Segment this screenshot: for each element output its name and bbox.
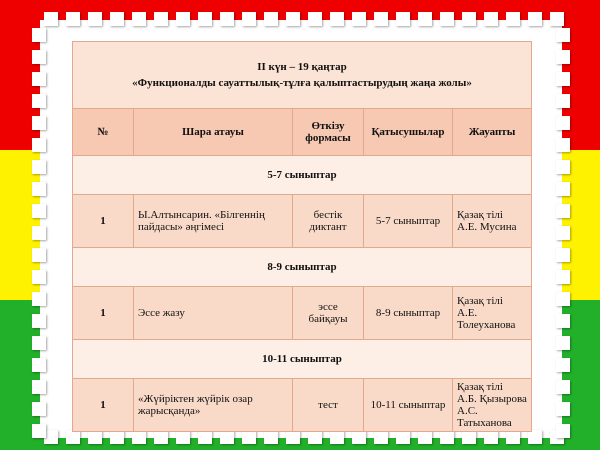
frame-tooth-top: [374, 12, 388, 26]
frame-tooth-right: [556, 182, 570, 196]
frame-tooth-left: [32, 50, 46, 64]
frame-tooth-top: [220, 12, 234, 26]
row-form-line2: байқауы: [308, 313, 348, 325]
row-form-line1: бестік: [313, 209, 343, 221]
row-form: тест: [293, 379, 364, 432]
frame-tooth-right: [556, 380, 570, 394]
frame-tooth-right: [556, 28, 570, 42]
frame-tooth-bottom: [132, 430, 146, 444]
frame-tooth-bottom: [286, 430, 300, 444]
frame-tooth-top: [66, 12, 80, 26]
section-title: 8-9 сыныптар: [73, 248, 532, 287]
row-resp-line2: А.Е. Мусина: [457, 221, 517, 233]
frame-tooth-bottom: [330, 430, 344, 444]
row-resp-line1: Қазақ тілі: [457, 209, 503, 221]
frame-tooth-right: [556, 94, 570, 108]
row-responsible: [453, 379, 532, 432]
frame-tooth-left: [32, 314, 46, 328]
frame-tooth-bottom: [396, 430, 410, 444]
frame-tooth-right: [556, 336, 570, 350]
frame-tooth-left: [32, 358, 46, 372]
frame-tooth-top: [550, 12, 564, 26]
row-participants: 8-9 сыныптар: [364, 287, 453, 340]
table-row: [73, 379, 532, 432]
row-number: 1: [73, 379, 134, 432]
frame-tooth-top: [242, 12, 256, 26]
row-event-line2: жарысқанда»: [138, 405, 201, 417]
row-form-line2: диктант: [309, 221, 347, 233]
frame-tooth-left: [32, 204, 46, 218]
frame-tooth-left: [32, 94, 46, 108]
row-participants: 5-7 сыныптар: [364, 195, 453, 248]
frame-tooth-left: [32, 292, 46, 306]
frame-tooth-top: [352, 12, 366, 26]
frame-tooth-right: [556, 160, 570, 174]
frame-tooth-top: [462, 12, 476, 26]
frame-tooth-right: [556, 358, 570, 372]
frame-tooth-bottom: [506, 430, 520, 444]
col-form: [293, 109, 364, 156]
frame-tooth-right: [556, 248, 570, 262]
section-row: [73, 248, 532, 287]
frame-tooth-top: [286, 12, 300, 26]
frame-tooth-bottom: [198, 430, 212, 444]
header-row: [73, 109, 532, 156]
frame-tooth-top: [132, 12, 146, 26]
frame-tooth-left: [32, 72, 46, 86]
frame-tooth-top: [154, 12, 168, 26]
frame-tooth-bottom: [440, 430, 454, 444]
frame-tooth-bottom: [66, 430, 80, 444]
col-number: №: [73, 109, 134, 156]
col-participants: Қатысушылар: [364, 109, 453, 156]
row-resp-line2: А.Е. Толеуханова: [457, 307, 516, 331]
col-event: Шара атауы: [134, 109, 293, 156]
frame-tooth-left: [32, 116, 46, 130]
row-responsible: [453, 195, 532, 248]
frame-tooth-left: [32, 160, 46, 174]
col-form-line1: Өткізу: [311, 120, 345, 132]
frame-tooth-right: [556, 50, 570, 64]
frame-tooth-left: [32, 336, 46, 350]
frame-tooth-bottom: [374, 430, 388, 444]
frame-tooth-left: [32, 248, 46, 262]
frame-tooth-bottom: [220, 430, 234, 444]
frame-tooth-top: [506, 12, 520, 26]
frame-tooth-right: [556, 138, 570, 152]
frame-tooth-bottom: [528, 430, 542, 444]
frame-tooth-top: [528, 12, 542, 26]
frame-tooth-right: [556, 226, 570, 240]
frame-tooth-right: [556, 314, 570, 328]
frame-tooth-bottom: [462, 430, 476, 444]
row-event: Эссе жазу: [134, 287, 293, 340]
row-form: [293, 195, 364, 248]
frame-tooth-right: [556, 204, 570, 218]
table-row: [73, 287, 532, 340]
row-resp-line1: Қазақ тілі: [457, 295, 503, 307]
row-event: [134, 379, 293, 432]
frame-tooth-top: [110, 12, 124, 26]
col-responsible: Жауапты: [453, 109, 532, 156]
col-form-line2: формасы: [305, 132, 351, 144]
row-form: [293, 287, 364, 340]
frame-tooth-bottom: [352, 430, 366, 444]
frame-tooth-bottom: [242, 430, 256, 444]
section-row: [73, 156, 532, 195]
frame-tooth-left: [32, 28, 46, 42]
frame-tooth-bottom: [154, 430, 168, 444]
row-event: [134, 195, 293, 248]
row-number: 1: [73, 195, 134, 248]
table-row: [73, 195, 532, 248]
frame-tooth-bottom: [88, 430, 102, 444]
frame-tooth-left: [32, 270, 46, 284]
section-title: 10-11 сыныптар: [73, 340, 532, 379]
row-responsible: [453, 287, 532, 340]
row-event-line1: «Жүйріктен жүйрік озар: [138, 393, 253, 405]
title-day: ІІ күн – 19 қаңтар: [257, 61, 347, 73]
frame-tooth-top: [330, 12, 344, 26]
row-resp-line1: Қазақ тілі: [457, 381, 503, 393]
frame-tooth-top: [44, 12, 58, 26]
frame-tooth-bottom: [264, 430, 278, 444]
frame-tooth-left: [32, 182, 46, 196]
row-resp-line2: А.Б. Қызырова: [457, 393, 527, 405]
table-title: [73, 42, 532, 109]
section-title: 5-7 сыныптар: [73, 156, 532, 195]
frame-tooth-right: [556, 116, 570, 130]
frame-tooth-left: [32, 226, 46, 240]
schedule-table: [72, 41, 532, 429]
frame-tooth-right: [556, 402, 570, 416]
frame-tooth-left: [32, 138, 46, 152]
row-number: 1: [73, 287, 134, 340]
frame-tooth-top: [198, 12, 212, 26]
row-resp-line3: А.С. Татыханова: [457, 405, 512, 429]
frame-tooth-right: [556, 72, 570, 86]
frame-tooth-top: [308, 12, 322, 26]
frame-tooth-bottom: [176, 430, 190, 444]
frame-tooth-right: [556, 292, 570, 306]
frame-tooth-bottom: [44, 430, 58, 444]
row-event-line2: пайдасы» әңгімесі: [138, 221, 225, 233]
section-row: [73, 340, 532, 379]
row-form-line1: эссе: [318, 301, 338, 313]
frame-tooth-top: [88, 12, 102, 26]
frame-tooth-bottom: [418, 430, 432, 444]
frame-tooth-right: [556, 270, 570, 284]
frame-tooth-top: [176, 12, 190, 26]
frame-tooth-bottom: [484, 430, 498, 444]
frame-tooth-left: [32, 424, 46, 438]
frame-tooth-top: [396, 12, 410, 26]
row-participants: 10-11 сыныптар: [364, 379, 453, 432]
frame-tooth-bottom: [308, 430, 322, 444]
frame-tooth-left: [32, 402, 46, 416]
frame-tooth-top: [418, 12, 432, 26]
frame-tooth-left: [32, 380, 46, 394]
frame-tooth-right: [556, 424, 570, 438]
frame-tooth-bottom: [110, 430, 124, 444]
frame-tooth-top: [484, 12, 498, 26]
frame-tooth-top: [264, 12, 278, 26]
row-event-line1: Ы.Алтынсарин. «Білгеннің: [138, 209, 265, 221]
frame-tooth-top: [440, 12, 454, 26]
title-theme: «Функционалды сауаттылық-тұлға қалыптастырудың жаңа жолы»: [132, 77, 472, 89]
